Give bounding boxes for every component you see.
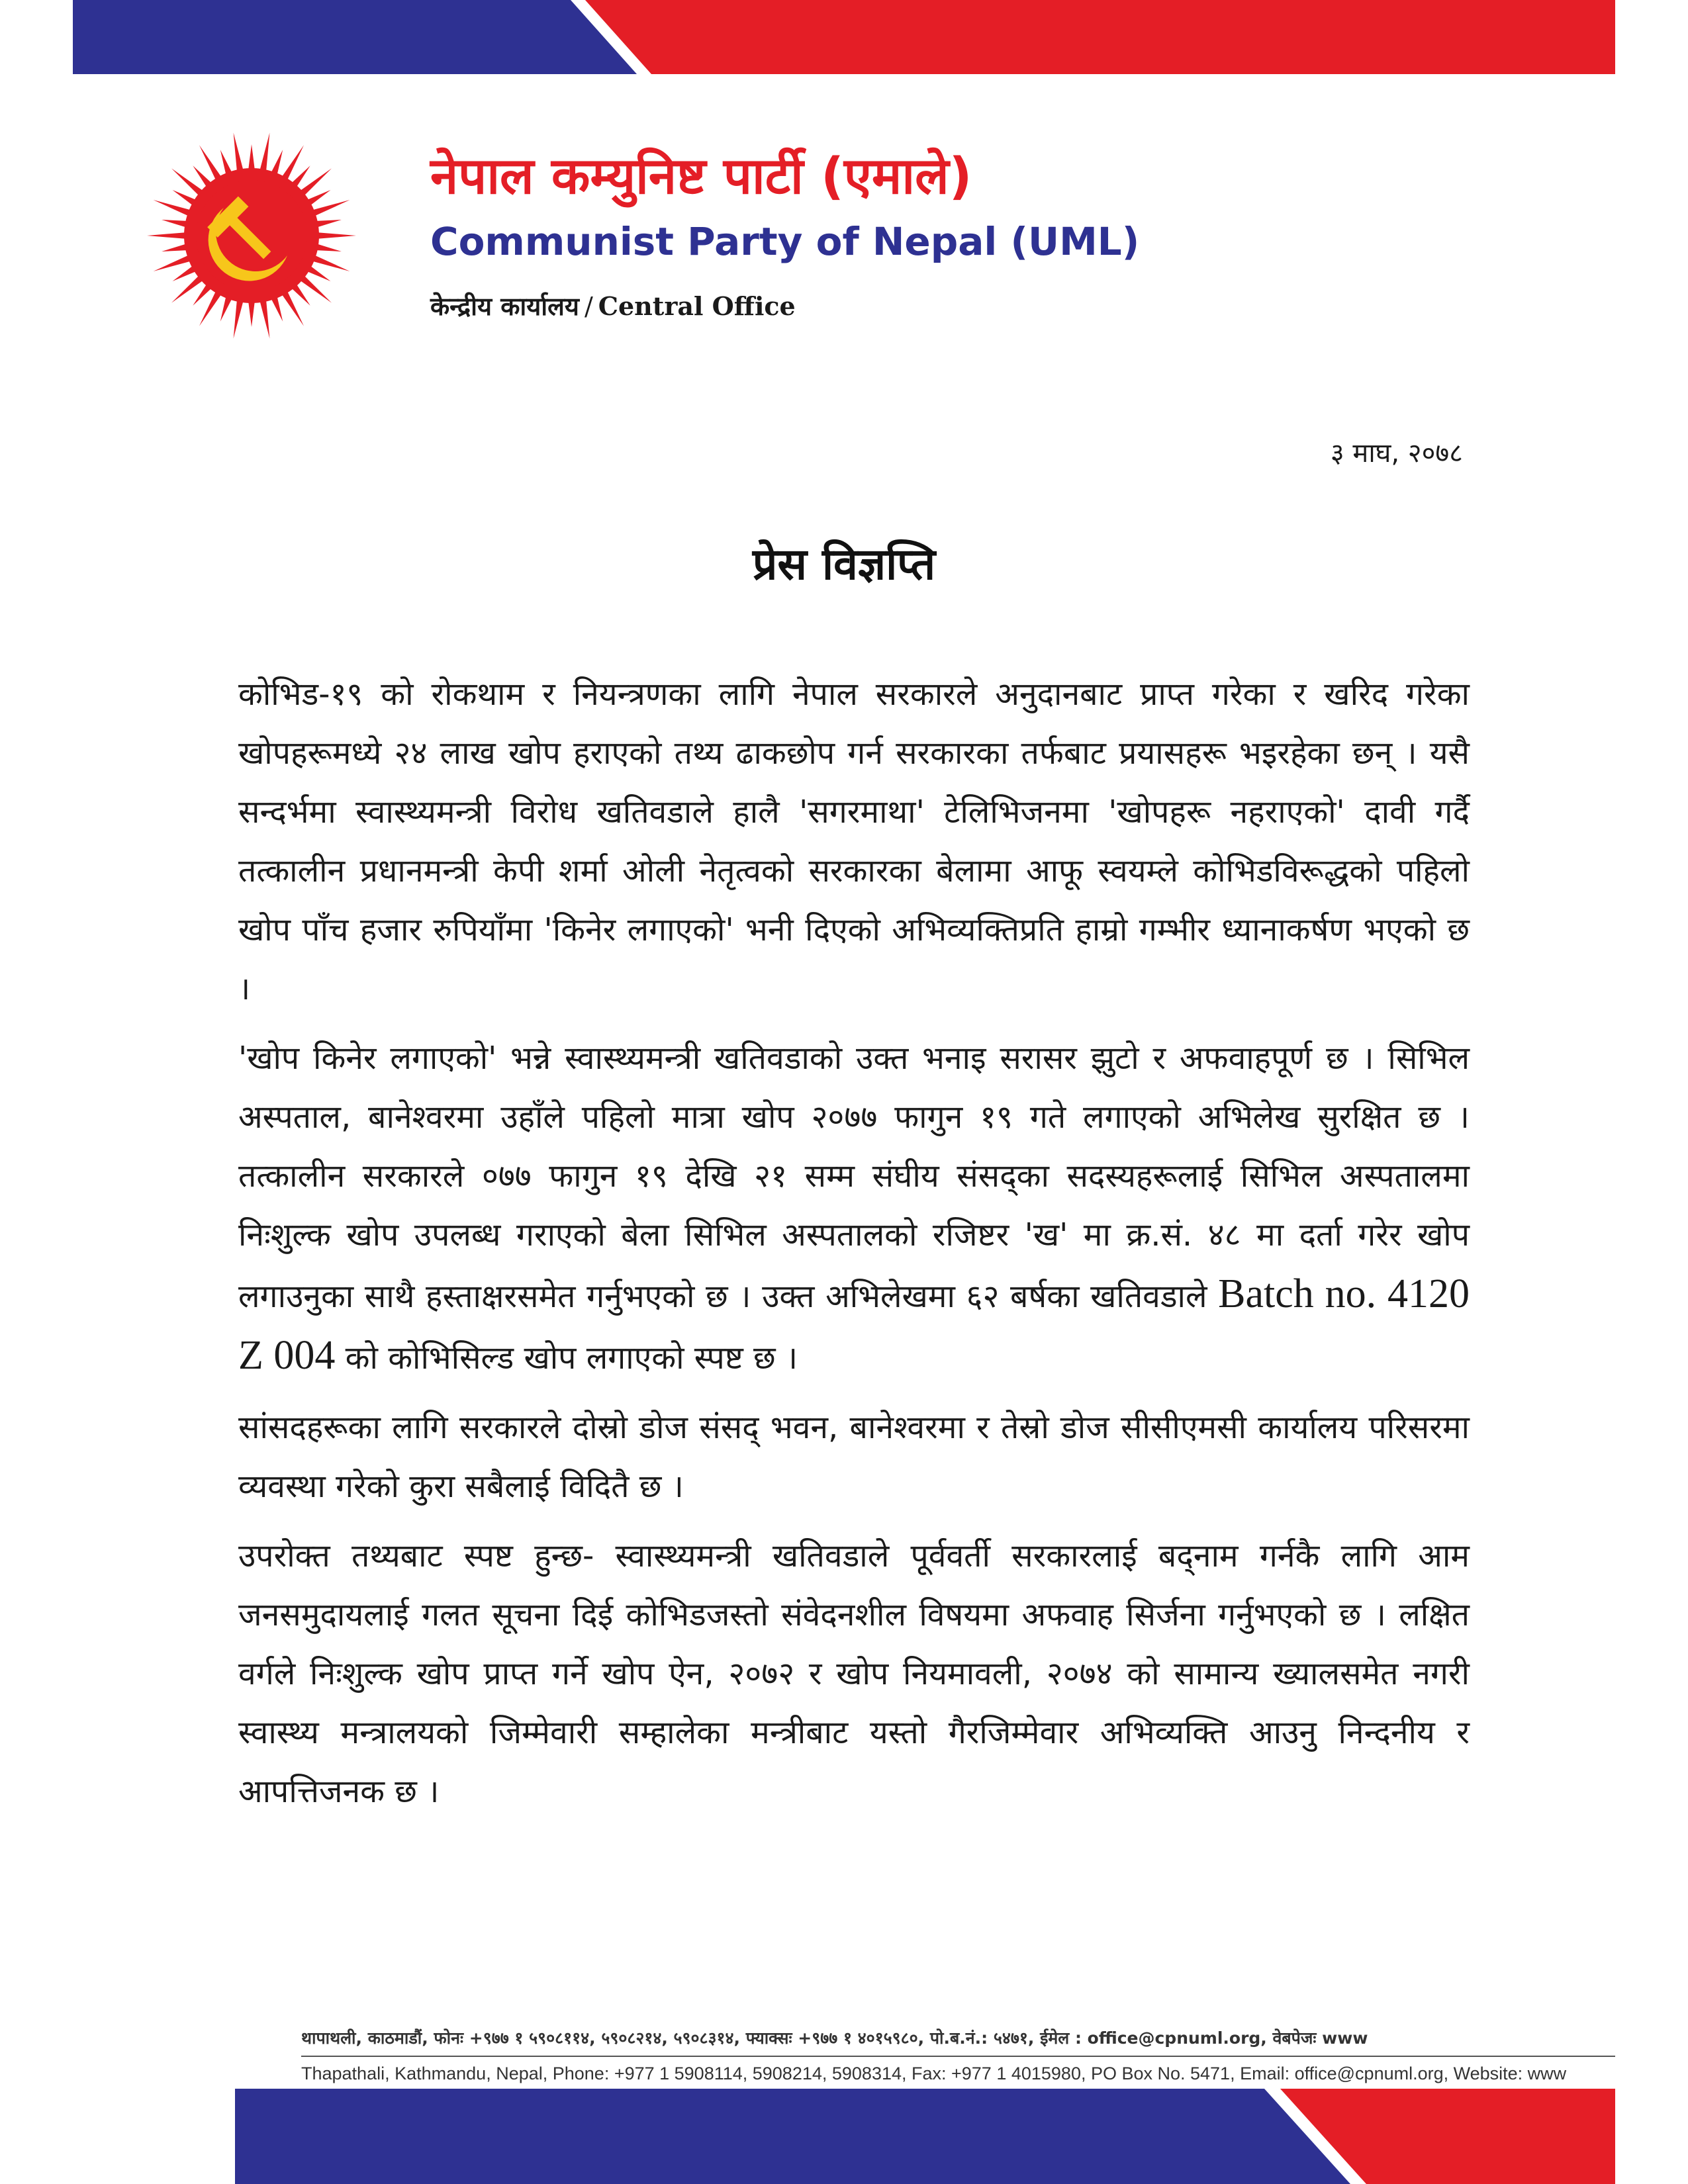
emblem-ray bbox=[271, 150, 283, 174]
emblem-ray bbox=[312, 255, 350, 271]
emblem-ray bbox=[162, 220, 187, 227]
party-name-nepali: नेपाल कम्युनिष्ट पार्टी (एमाले) bbox=[430, 146, 972, 205]
footer-address-english: Thapathali, Kathmandu, Nepal, Phone: +977 1 5908114, 5908214, 5908314, Fax: +977 1 4015980, PO Box No. 5471, Email: office@cpnuml.org, Website: www bbox=[301, 2064, 1567, 2083]
emblem-ray bbox=[307, 266, 330, 281]
emblem-ray bbox=[271, 296, 283, 322]
emblem-ray bbox=[260, 300, 270, 339]
office-line bbox=[430, 289, 796, 323]
emblem-ray bbox=[318, 232, 356, 239]
document-title: प्रेस विज्ञप्ति bbox=[752, 539, 936, 590]
office-separator: / bbox=[584, 292, 593, 321]
document-date: ३ माघ, २०७८ bbox=[1330, 438, 1463, 469]
paragraph-4: उपरोक्त तथ्यबाट स्पष्ट हुन्छ- स्वास्थ्यमन्त्री खतिवडाले पूर्ववर्ती सरकारलाई बद्नाम गर्नकै लागि आम जनसमुदायलाई गलत सूचना दिई कोभिडजस्तो संवेदनशील विषयमा अफवाह सिर्जना गर्नुभएको छ । लक्षित वर्गले निःशुल्क खोप प्राप्त गर्ने खोप ऐन, २०७२ र खोप नियमावली, २०७४ को सामान्य ख्यालसमेत नगरी स्वास्थ्य मन्त्रालयको जिम्मेवारी सम्हालेका मन्त्रीबाट यस्तो गैरजिम्मेवार अभिव्यक्ति आउनु निन्दनीय र आपत्तिजनक छ । bbox=[238, 1537, 1470, 1810]
office-english: Central Office bbox=[598, 291, 796, 321]
footer-divider bbox=[301, 2056, 1615, 2057]
emblem-ray bbox=[147, 232, 185, 239]
emblem-ray bbox=[220, 150, 232, 174]
emblem-ray bbox=[234, 300, 244, 339]
emblem-ray bbox=[312, 200, 350, 216]
document-body bbox=[238, 665, 1470, 1832]
footer-address-nepali: थापाथली, काठमाडौं, फोनः +९७७ १ ५९०८११४, ५९०८२१४, ५९०८३१४, फ्याक्सः +९७७ १ ४०१५९८०, पो.ब.नं.: ५४७१, ईमेल : office@cpnuml.org, वेबपेजः www bbox=[301, 2028, 1368, 2048]
emblem-ray bbox=[307, 190, 330, 205]
emblem-ray bbox=[260, 132, 270, 171]
emblem-ray bbox=[162, 244, 187, 251]
letterhead bbox=[146, 130, 1337, 341]
footer bbox=[301, 2026, 1615, 2084]
emblem-ray bbox=[154, 255, 191, 271]
top-color-band bbox=[0, 0, 1688, 74]
batch-number: Batch no. 4120 Z 004 bbox=[238, 1271, 1470, 1378]
paragraph-3: सांसदहरूका लागि सरकारले दोस्रो डोज संसद् भवन, बानेश्वरमा र तेस्रो डोज सीसीएमसी कार्यालय परिसरमा व्यवस्था गरेको कुरा सबैलाई विदितै छ । bbox=[238, 1409, 1470, 1505]
paragraph-2 bbox=[238, 1029, 1470, 1388]
emblem-ray bbox=[173, 190, 196, 205]
office-nepali: केन्द्रीय कार्यालय bbox=[430, 291, 579, 321]
sun-hammer-sickle-emblem-icon bbox=[146, 130, 357, 341]
party-name-english: Communist Party of Nepal (UML) bbox=[430, 219, 1140, 264]
emblem-ray bbox=[220, 296, 232, 322]
paragraph-2-tail: को कोभिसिल्ड खोप लगाएको स्पष्ट छ । bbox=[345, 1340, 798, 1377]
bottom-color-band bbox=[0, 2089, 1688, 2184]
emblem-ray bbox=[173, 266, 196, 281]
emblem-ray bbox=[316, 244, 342, 251]
emblem-ray bbox=[248, 302, 255, 327]
paragraph-2-text: 'खोप किनेर लगाएको' भन्ने स्वास्थ्यमन्त्री खतिवडाको उक्त भनाइ सरासर झुटो र अफवाहपूर्ण छ । सिभिल अस्पताल, बानेश्वरमा उहाँले पहिलो मात्रा खोप २०७७ फागुन १९ गते लगाएको अभिलेख सुरक्षित छ । तत्कालीन सरकारले ०७७ फागुन १९ देखि २१ सम्म संघीय संसद्का सदस्यहरूलाई सिभिल अस्पतालमा निःशुल्क खोप उपलब्ध गराएको बेला सिभिल अस्पतालको रजिष्टर 'ख' मा क्र.सं. ४८ मा दर्ता गरेर खोप लगाउनुका साथै हस्ताक्षरसमेत गर्नुभएको छ । उक्त अभिलेखमा ६२ बर्षका खतिवडाले bbox=[238, 1040, 1470, 1315]
emblem-ray bbox=[316, 220, 342, 227]
emblem-ray bbox=[248, 144, 255, 169]
emblem-ray bbox=[234, 132, 244, 171]
emblem-ray bbox=[154, 200, 191, 216]
paragraph-1: कोभिड-१९ को रोकथाम र नियन्त्रणका लागि नेपाल सरकारले अनुदानबाट प्राप्त गरेका र खरिद गरेका खोपहरूमध्ये २४ लाख खोप हराएको तथ्य ढाकछोप गर्न सरकारका तर्फबाट प्रयासहरू भइरहेका छन् । यसै सन्दर्भमा स्वास्थ्यमन्त्री विरोध खतिवडाले हालै 'सगरमाथा' टेलिभिजनमा 'खोपहरू नहराएको' दावी गर्दै तत्कालीन प्रधानमन्त्री केपी शर्मा ओली नेतृत्वको सरकारका बेलामा आफू स्वयम्ले कोभिडविरूद्धको पहिलो खोप पाँच हजार रुपियाँमा 'किनेर लगाएको' भनी दिएको अभिव्यक्तिप्रति हाम्रो गम्भीर ध्यानाकर्षण भएको छ । bbox=[238, 676, 1470, 1007]
